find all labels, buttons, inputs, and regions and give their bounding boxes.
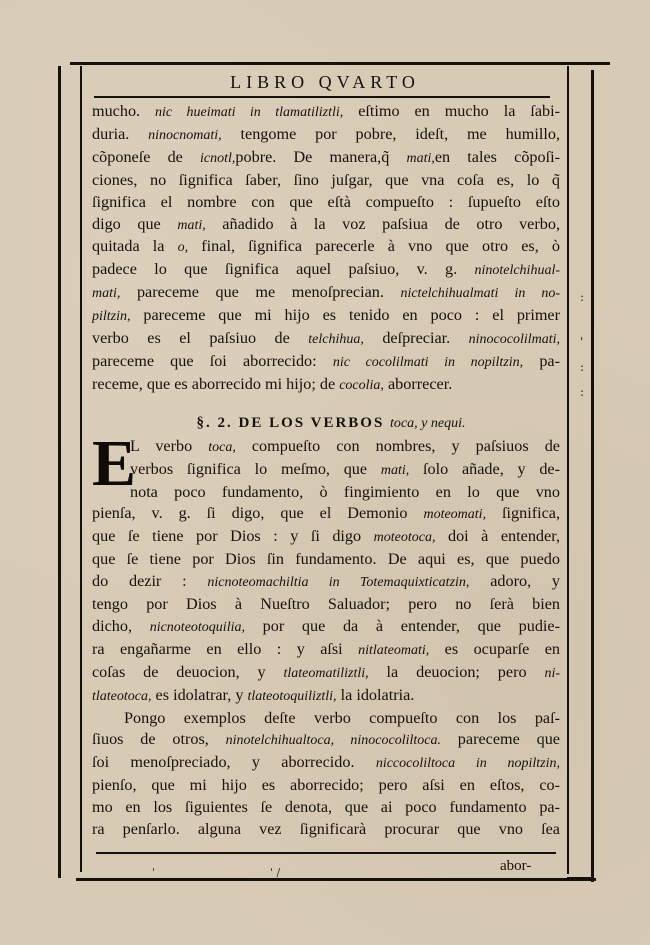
text-run: pareceme que ſoi aborrecido: (92, 351, 333, 370)
text-line (92, 259, 560, 282)
text-line (92, 101, 560, 124)
italic-nahuatl-term: ninococolilmati, (468, 332, 560, 348)
text-run: ra engañarme en ello : y aſsi (92, 639, 359, 658)
text-bottom-rule (96, 852, 556, 854)
page-body (92, 101, 560, 841)
text-line (92, 124, 560, 147)
italic-nahuatl-term: moteomati, (423, 507, 487, 523)
text-line (92, 797, 560, 819)
text-line (92, 729, 560, 752)
frame-top-rule (70, 62, 610, 65)
section-heading (92, 413, 560, 435)
italic-nahuatl-term: telchihua, (308, 332, 364, 348)
italic-nahuatl-term: cocolia, (339, 377, 384, 393)
text-run: por que da à entender, que pudie- (244, 616, 560, 635)
italic-nahuatl-term: nic hueimati in tlamatiliztli, (155, 105, 344, 120)
text-run: tengome por pobre, ideſt, me humillo, (221, 124, 560, 143)
italic-nahuatl-term: mati, (92, 286, 121, 302)
text-run: es ocuparſe en (429, 639, 560, 658)
paragraph-2-lines (92, 426, 560, 708)
text-run: deſpreciar. (363, 329, 469, 348)
text-line (92, 436, 560, 459)
text-run: ſoi menoſpreciado, y aborrecido. (92, 753, 376, 772)
text-run: cõponeſe de (92, 147, 201, 166)
text-run: en tales cõpoſi- (434, 147, 560, 166)
section-heading-italic: toca, y nequi. (390, 415, 466, 431)
italic-nahuatl-term: tlateotoquiliztli, (247, 688, 337, 704)
text-line (92, 374, 560, 397)
text-run: padece lo que ſignifica aquel paſsiuo, v. g. (92, 260, 475, 279)
text-run: ſignifica, (486, 504, 560, 523)
text-run: aborrecer. (383, 374, 453, 393)
text-line (92, 147, 560, 170)
text-run: eſtimo en mucho la ſabi- (343, 102, 560, 120)
header-rule (94, 96, 550, 98)
paragraph-2 (92, 426, 560, 708)
italic-nahuatl-term: nictelchihualmati in no- (400, 286, 560, 302)
text-run: doi à entender, (435, 527, 560, 546)
ink-speck: ' / (270, 866, 281, 879)
text-line (92, 328, 560, 351)
text-run: pareceme que mi hijo es tenido en poco : el primer (130, 306, 560, 325)
text-run: ſignifica el nombre con que eſtà compueſto : ſupueſto eſto (92, 192, 560, 211)
frame-inner-right-rule (567, 66, 569, 874)
text-line (92, 214, 560, 237)
text-run: que ſe tiene por Dios : y ſi digo (92, 527, 374, 546)
italic-nahuatl-term: tlateomatiliztli, (283, 665, 369, 681)
running-head: LIBRO QVARTO (230, 72, 420, 92)
text-line (92, 775, 560, 797)
frame-outer-left-rule (58, 66, 61, 878)
text-run: receme, que es aborrecido mi hijo; de (92, 374, 340, 393)
italic-nahuatl-term: nitlateomati, (358, 642, 430, 658)
catchword: abor- (500, 858, 532, 874)
italic-nahuatl-term: ninotelchihualtoca, ninococoliltoca. (225, 733, 441, 749)
text-run: mucho. (92, 102, 156, 120)
text-run: la idolatria. (336, 685, 415, 704)
text-run: do dezir : (92, 572, 208, 591)
text-run: adoro, y (469, 572, 560, 591)
text-run: verbo es el paſsiuo de (92, 329, 309, 348)
text-line (92, 526, 560, 549)
text-run: Pongo exemplos deſte verbo compueſto con los paſ- (124, 708, 560, 727)
text-run: añadido à la voz paſsiua de otro verbo, (205, 214, 560, 233)
italic-nahuatl-term: mati, (177, 217, 206, 233)
text-line (92, 616, 560, 639)
frame-inner-left-rule (80, 66, 82, 872)
margin-mark: : (580, 290, 585, 304)
italic-nahuatl-term: mati, (406, 150, 435, 166)
text-line (92, 351, 560, 374)
text-run: compueſto con nombres, y paſsiuos de (235, 436, 560, 455)
text-run: pareceme que me menoſprecian. (120, 283, 401, 302)
text-line (92, 549, 560, 571)
text-line (92, 639, 560, 662)
text-run: dicho, (92, 616, 150, 635)
italic-nahuatl-term: moteotoca, (373, 530, 436, 546)
text-line (92, 503, 560, 526)
italic-nahuatl-term: piltzin, (92, 309, 131, 325)
text-run: pienſo, que mi hijo es aborrecido; pero aſsi en eſtos, co- (92, 776, 560, 795)
text-run: la deuocion; pero (368, 662, 545, 681)
text-run: verbos ſignifica lo meſmo, que (130, 459, 381, 478)
text-run: nota poco fundamento, ò fingimiento en lo que vno (130, 482, 560, 501)
text-run: ciones, no ſignifica ſaber, ſino juſgar, que vna coſa es, lo q̃ (92, 170, 560, 189)
text-line (92, 708, 560, 730)
italic-nahuatl-term: ninocnomati, (148, 127, 222, 143)
italic-nahuatl-term: tlateotoca, (92, 688, 152, 704)
text-line (92, 482, 560, 504)
text-line (92, 305, 560, 328)
italic-nahuatl-term: o, (177, 240, 189, 256)
text-run: mo en los ſiguientes ſe denota, que ai poco fundamento pa- (92, 798, 560, 817)
text-run: quitada la (92, 237, 178, 256)
text-line (92, 571, 560, 594)
text-run: es idolatrar, y (151, 685, 248, 704)
text-run: pobre. De manera,q̃ (235, 147, 407, 166)
text-line (92, 282, 560, 305)
text-line (92, 752, 560, 775)
italic-nahuatl-term: ni- (544, 665, 560, 681)
text-line (92, 819, 560, 841)
frame-outer-right-rule (591, 70, 594, 882)
text-run: ſiuos de otros, (92, 730, 226, 749)
italic-nahuatl-term: icnotl, (200, 150, 236, 166)
text-line (92, 459, 560, 482)
text-line (92, 236, 560, 259)
text-run: pienſa, v. g. ſi digo, que el Demonio (92, 504, 424, 523)
text-run: que ſe tiene por Dios ſin fundamento. De aqui es, que puedo (92, 550, 560, 569)
text-run: duria. (92, 124, 149, 143)
italic-nahuatl-term: niccocoliltoca in nopiltzin, (375, 756, 560, 772)
margin-mark: ' (580, 335, 584, 349)
text-run: pa- (523, 351, 560, 370)
text-run: digo que (92, 214, 178, 233)
text-run: L verbo (130, 436, 209, 455)
italic-nahuatl-term: ninotelchihual- (474, 263, 560, 279)
text-run: final, ſignifica parecerle à vno que otro es, ò (188, 237, 560, 256)
text-run: coſas de deuocion, y (92, 662, 284, 681)
section-heading-title: §. 2. DE LOS VERBOS (196, 414, 385, 431)
ink-speck: ' (152, 866, 156, 879)
italic-nahuatl-term: nicnoteotoquilia, (149, 619, 245, 635)
italic-nahuatl-term: nicnoteomachiltia in Totemaquixticatzin, (207, 575, 470, 591)
text-run: pareceme que (440, 730, 560, 749)
margin-mark: : (580, 360, 585, 374)
text-line (92, 685, 560, 708)
text-line (92, 170, 560, 192)
drop-cap-initial: E (92, 426, 137, 500)
italic-nahuatl-term: toca, (208, 439, 236, 455)
text-line (92, 594, 560, 616)
text-run: ſolo añade, y de- (409, 459, 560, 478)
text-run: tengo por Dios à Nueſtro Saluador; pero no ſerà bien (92, 595, 560, 614)
frame-corner-rule (567, 877, 594, 879)
paragraph-3 (92, 708, 560, 841)
text-line (92, 662, 560, 685)
text-run: ra penſarlo. alguna vez ſignificarà procurar que vno ſea (92, 820, 560, 839)
margin-mark: : (580, 385, 585, 399)
italic-nahuatl-term: nic cocolilmati in nopiltzin, (332, 354, 524, 370)
italic-nahuatl-term: mati, (380, 462, 410, 478)
text-line (92, 192, 560, 214)
paragraph-1 (92, 101, 560, 397)
